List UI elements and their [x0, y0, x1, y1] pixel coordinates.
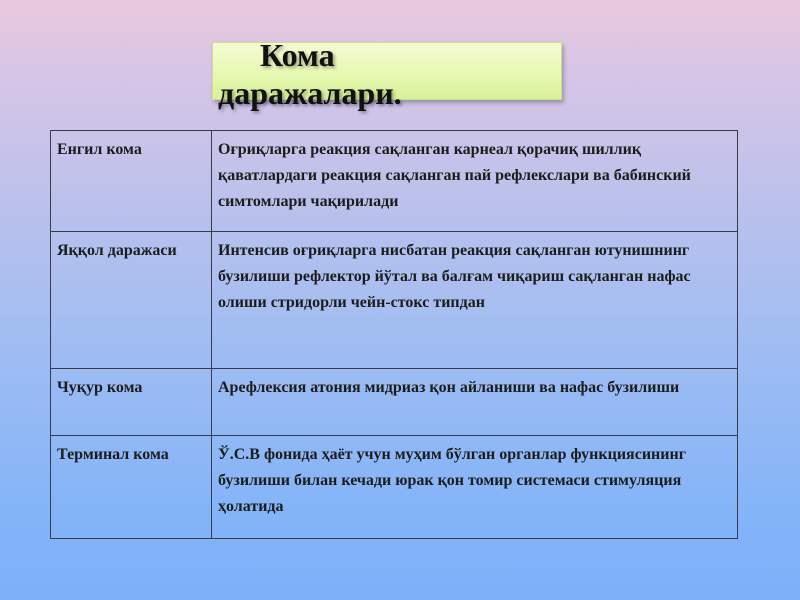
table-row	[51, 232, 738, 369]
coma-level-name: Яққол даражаси	[51, 232, 212, 369]
table-row	[51, 131, 738, 232]
table-row	[51, 436, 738, 539]
coma-level-name: Енгил кома	[51, 131, 212, 232]
coma-level-description: Арефлексия атония мидриаз қон айланиши ва нафас бузилиши	[212, 369, 738, 436]
coma-level-name: Терминал кома	[51, 436, 212, 539]
coma-level-description: Интенсив оғриқларга нисбатан реакция сақланган ютунишнинг бузилиши рефлектор йўтал ва балғам чиқариш сақланган нафас олиши стридорли чейн-стокс типдан	[212, 232, 738, 369]
table-row	[51, 369, 738, 436]
coma-levels-table	[50, 130, 738, 539]
slide-title	[218, 36, 578, 112]
coma-level-name: Чуқур кома	[51, 369, 212, 436]
slide-title-line-2: даражалари.	[218, 75, 402, 111]
slide-title-line-1: Кома	[260, 37, 335, 73]
coma-level-description: Ў.С.В фонида ҳаёт учун муҳим бўлган органлар функциясининг бузилиши билан кечади юрак қон томир системаси стимуляция ҳолатида	[212, 436, 738, 539]
coma-level-description: Оғриқларга реакция сақланган карнеал қорачиқ шиллиқ қаватлардаги реакция сақланган пай рефлекслари ва бабинский симтомлари чақирилади	[212, 131, 738, 232]
